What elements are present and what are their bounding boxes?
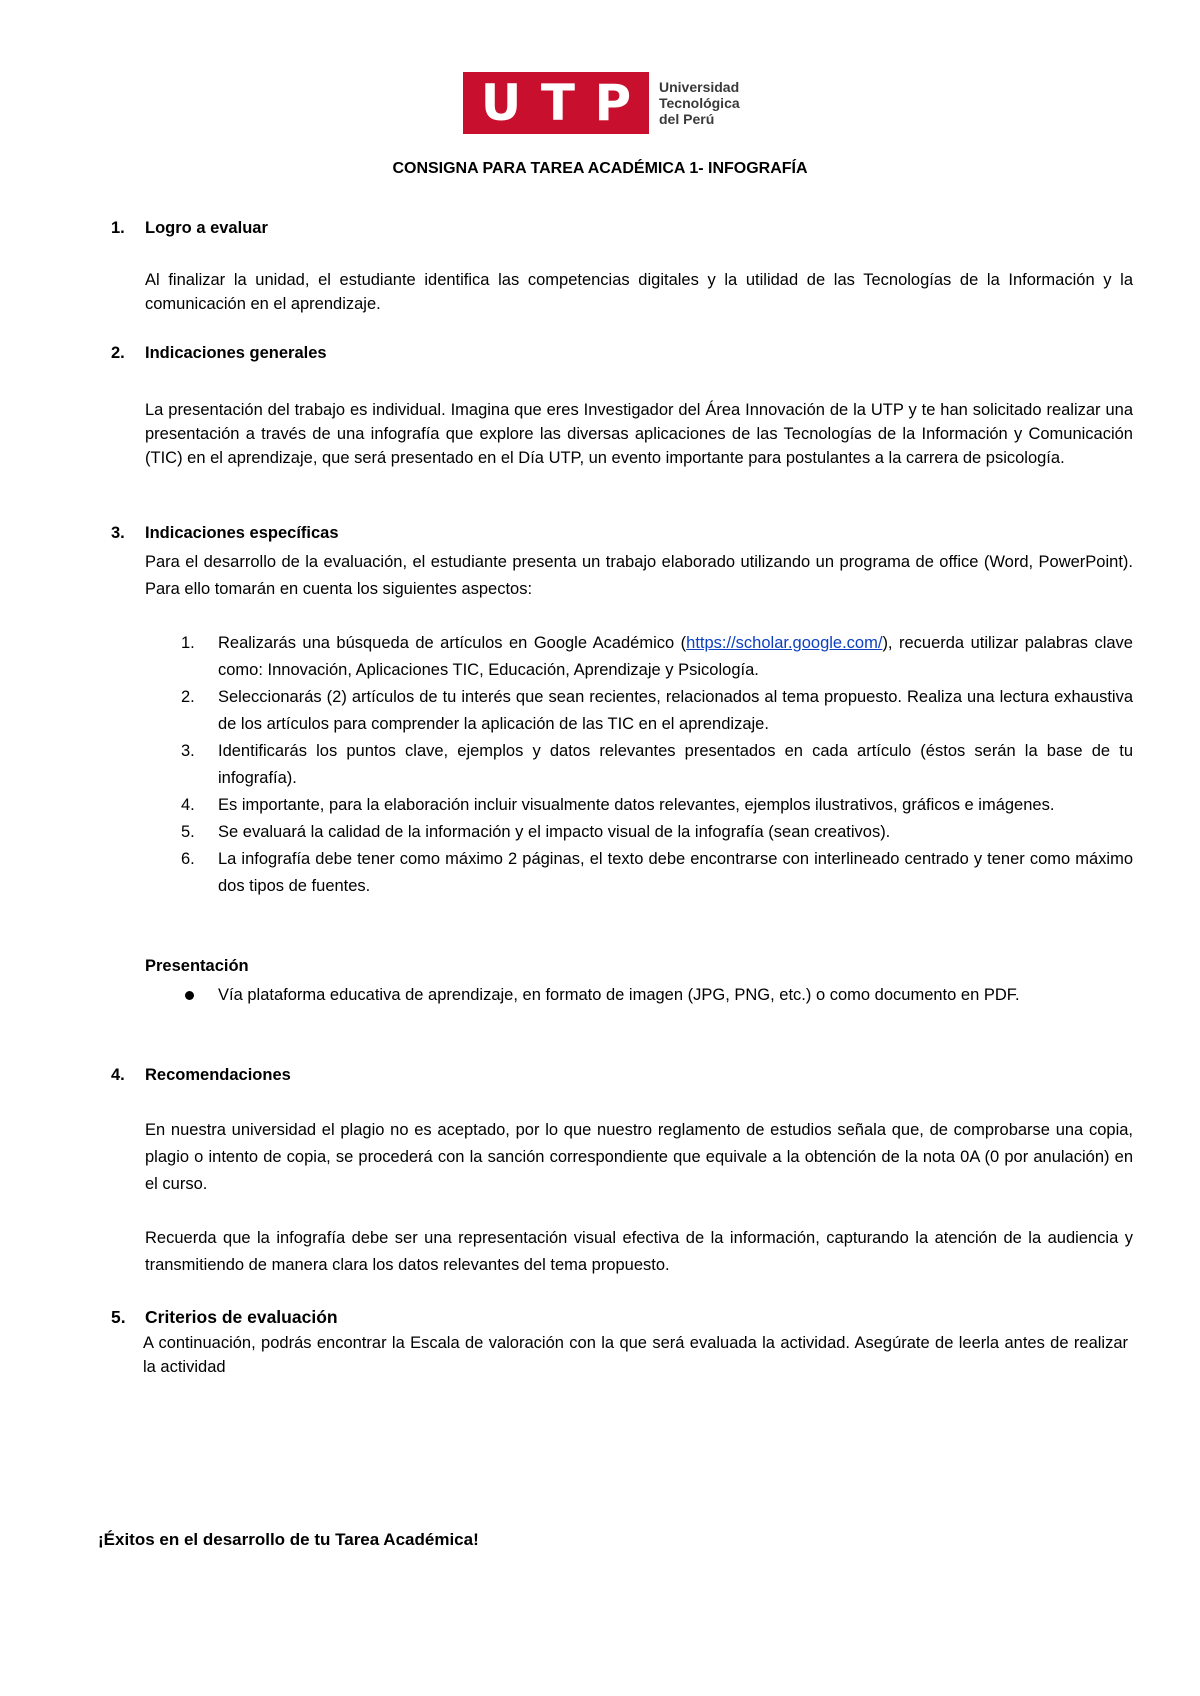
presentation-bullet-item	[145, 982, 1133, 1009]
logo-name-line: Tecnológica	[659, 95, 740, 111]
list-item	[145, 846, 1133, 900]
scholar-link[interactable]: https://scholar.google.com/	[686, 634, 883, 652]
aspects-list	[145, 630, 1133, 900]
closing-message: ¡Éxitos en el desarrollo de tu Tarea Académica!	[98, 1530, 479, 1549]
section-number: 1.	[111, 219, 125, 237]
list-item-text: Es importante, para la elaboración incluir visualmente datos relevantes, ejemplos ilustrativos, gráficos e imágenes.	[218, 796, 1055, 814]
section-indicaciones-generales-text: La presentación del trabajo es individual. Imagina que eres Investigador del Área Innovación de la UTP y te han solicitado realizar una presentación a través de una infografía que explore las diversas aplicaciones de las Tecnologías de la Información y Comunicación (TIC) en el aprendizaje, que será presentado en el Día UTP, un evento importante para postulantes a la carrera de psicología.	[145, 401, 1133, 467]
recomendaciones-text-2: Recuerda que la infografía debe ser una representación visual efectiva de la información, capturando la atención de la audiencia y transmitiendo de manera clara los datos relevantes del tema propuesto.	[145, 1229, 1133, 1274]
section-logro-text: Al finalizar la unidad, el estudiante identifica las competencias digitales y la utilidad de las Tecnologías de la Información y la comunicación en el aprendizaje.	[145, 271, 1133, 313]
section-label: Logro a evaluar	[145, 219, 268, 237]
list-item	[145, 792, 1133, 819]
criterios-text: A continuación, podrás encontrar la Escala de valoración con la que será evaluada la actividad. Asegúrate de leerla antes de realizar la actividad	[143, 1334, 1128, 1376]
section-label: Indicaciones específicas	[145, 524, 339, 542]
presentation-heading: Presentación	[145, 957, 249, 975]
list-item-number: 3.	[181, 742, 195, 760]
logo-name-line: Universidad	[659, 79, 740, 95]
logo-university-name	[659, 79, 740, 127]
list-item-text: Identificarás los puntos clave, ejemplos y datos relevantes presentados en cada artículo (éstos serán la base de tu infografía).	[218, 742, 1133, 787]
list-item-text: Se evaluará la calidad de la información y el impacto visual de la infografía (sean creativos).	[218, 823, 891, 841]
section-label: Recomendaciones	[145, 1066, 291, 1084]
section-number: 5.	[111, 1307, 126, 1327]
logo-letter: T	[540, 74, 576, 132]
bullet-icon	[185, 991, 194, 1000]
section-label: Criterios de evaluación	[145, 1307, 338, 1327]
section-indicaciones-especificas-intro: Para el desarrollo de la evaluación, el estudiante presenta un trabajo elaborado utilizando un programa de office (Word, PowerPoint). Para ello tomarán en cuenta los siguientes aspectos:	[145, 553, 1133, 598]
list-item	[145, 630, 1133, 684]
section-number: 2.	[111, 344, 125, 362]
list-item-text: Seleccionarás (2) artículos de tu interés que sean recientes, relacionados al tema propuesto. Realiza una lectura exhaustiva de los artículos para comprender la aplicación de las TIC en el aprendizaje.	[218, 688, 1133, 733]
section-label: Indicaciones generales	[145, 344, 327, 362]
section-number: 4.	[111, 1066, 125, 1084]
document-title: CONSIGNA PARA TAREA ACADÉMICA 1- INFOGRAFÍA	[392, 160, 808, 177]
list-item	[145, 738, 1133, 792]
logo-mark	[463, 72, 649, 134]
logo-letter: P	[594, 74, 632, 132]
list-item	[145, 684, 1133, 738]
list-item	[145, 819, 1133, 846]
list-item-number: 5.	[181, 823, 195, 841]
presentation-bullet-text: Vía plataforma educativa de aprendizaje, en formato de imagen (JPG, PNG, etc.) o como documento en PDF.	[218, 986, 1020, 1004]
list-item-number: 2.	[181, 688, 195, 706]
list-item-text: ), recuerda utilizar palabras clave como: Innovación, Aplicaciones TIC, Educación, Aprendizaje y Psicología.	[218, 634, 1133, 679]
list-item-number: 6.	[181, 850, 195, 868]
list-item-text: Realizarás una búsqueda de artículos en Google Académico (	[218, 634, 687, 652]
section-number: 3.	[111, 524, 125, 542]
logo-name-line: del Perú	[659, 111, 715, 127]
recomendaciones-text-1: En nuestra universidad el plagio no es aceptado, por lo que nuestro reglamento de estudios señala que, de comprobarse una copia, plagio o intento de copia, se procederá con la sanción correspondiente que equivale a la obtención de la nota 0A (0 por anulación) en el curso.	[145, 1121, 1133, 1193]
logo-letter: U	[480, 74, 522, 132]
list-item-number: 4.	[181, 796, 195, 814]
utp-logo	[463, 72, 740, 134]
list-item-number: 1.	[181, 634, 195, 652]
list-item-text: La infografía debe tener como máximo 2 páginas, el texto debe encontrarse con interlineado centrado y tener como máximo dos tipos de fuentes.	[218, 850, 1133, 895]
